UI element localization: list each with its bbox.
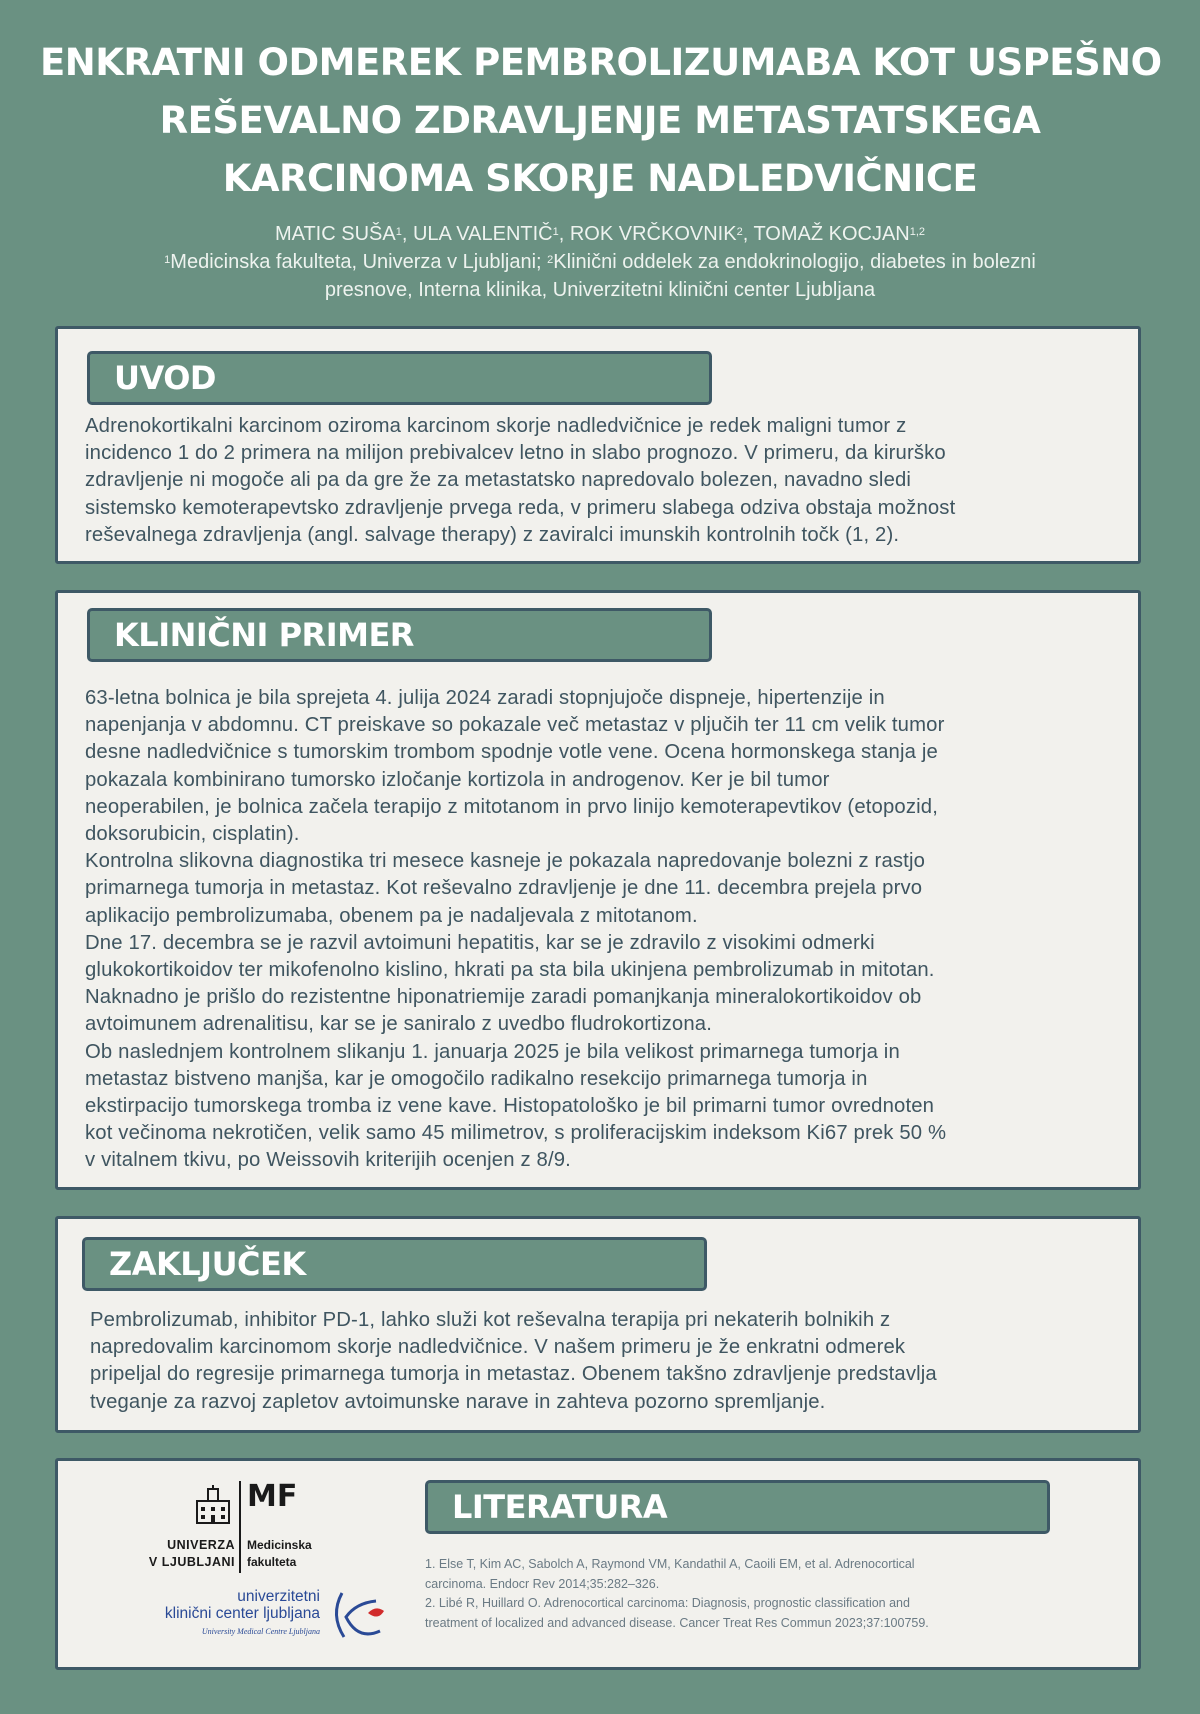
klinicni-primer-text-line: avtoimunem adrenalitisu, kar se je saniralo z uvedbo fludrokortizona.: [85, 1013, 712, 1036]
faculty-name: [247, 1537, 312, 1571]
klinicni-primer-text-line: Kontrolna slikovna diagnostika tri mesece kasneje je pokazala napredovanje bolezni z rastjo: [85, 850, 926, 873]
zakljucek-section: [55, 1216, 1141, 1433]
affiliation-text: Klinični oddelek za endokrinologijo, diabetes in bolezni: [553, 251, 1036, 273]
university-name-line-2: V LJUBLJANI: [148, 1555, 235, 1569]
klinicni-primer-text-line: aplikacijo pembrolizumaba, obenem pa je nadaljevala z mitotanom.: [85, 904, 698, 927]
uvod-text-line: sistemsko kemoterapevtsko zdravljenje prvega reda, v primeru slabega odziva obstaja možnost: [85, 496, 956, 519]
author-name: , ROK VRČKOVNIK: [558, 223, 737, 245]
title-line-3: KARCINOMA SKORJE NADLEDVIČNICE: [222, 157, 978, 200]
ukc-name-line-2: klinični center ljubljana: [164, 1605, 320, 1622]
uvod-section: [55, 326, 1141, 564]
ukc-ljubljana-logo: [148, 1589, 388, 1647]
faculty-name-line-1: Medicinska: [247, 1538, 312, 1552]
klinicni-primer-text-line: Ob naslednjem kontrolnem slikanju 1. januarja 2025 je bila velikost primarnega tumorja in: [85, 1040, 900, 1063]
affiliation-line-2: presnove, Interna klinika, Univerzitetni klinični center Ljubljana: [324, 279, 876, 301]
affiliation-text: Medicinska fakulteta, Univerza v Ljubljani;: [170, 251, 548, 273]
literatura-section: [55, 1458, 1141, 1670]
literatura-heading: LITERATURA: [425, 1480, 1050, 1534]
klinicni-primer-text-line: ekstirpacijo tumorskega tromba iz vene kave. Histopatološko je bil primarni tumor ovrednoten: [85, 1095, 935, 1118]
klinicni-primer-text-line: Naknadno je prišlo do rezistentne hiponatriemije zaradi pomanjkanja mineralokortikoidov ob: [85, 986, 922, 1009]
reference-line: carcinoma. Endocr Rev 2014;35:282–326.: [425, 1576, 660, 1591]
university-ljubljana-logo: [148, 1477, 353, 1577]
uvod-text-line: incidenco 1 do 2 primera na milijon prebivalcev letno in slabo prognozo. V primeru, da kirurško: [85, 442, 946, 465]
klinicni-primer-text-line: Dne 17. decembra se je razvil avtoimuni hepatitis, kar se je zdravilo z visokimi odmerki: [85, 931, 875, 954]
zakljucek-text-line: tveganje za razvoj zapletov avtoimunske narave in zahteva pozorno spremljanje.: [90, 1390, 826, 1413]
author-affiliation-mark: 2: [736, 226, 743, 238]
title-line-2: REŠEVALNO ZDRAVLJENJE METASTATSKEGA: [159, 99, 1041, 142]
klinicni-primer-text-line: desne nadledvičnice s tumorskim trombom spodnje votle vene. Ocena hormonskega stanja je: [85, 741, 938, 764]
uvod-heading: UVOD: [87, 351, 712, 405]
author-name: , TOMAŽ KOCJAN: [742, 223, 910, 245]
affiliation-line-1: [60, 248, 1140, 276]
klinicni-primer-text-line: metastaz bistveno manjša, kar je omogočilo radikalno resekcijo primarnega tumorja in: [85, 1067, 868, 1090]
klinicni-primer-text-line: pokazala kombinirano tumorsko izločanje kortizola in androgenov. Ker je bil tumor: [85, 768, 830, 791]
reference-line: treatment of localized and advanced disease. Cancer Treat Res Commun 2023;37:100759.: [425, 1615, 929, 1630]
ukc-name-line-1: univerzitetni: [237, 1588, 320, 1605]
klinicni-primer-text: [85, 685, 946, 1175]
author-name: MATIC SUŠA: [274, 223, 396, 245]
logo-divider: [239, 1481, 241, 1573]
klinicni-primer-text-line: napenjanja v abdomnu. CT preiskave so pokazale več metastaz v pljučih ter 11 cm velik tumor: [85, 714, 945, 737]
zakljucek-text: [90, 1307, 937, 1416]
university-name-line-1: UNIVERZA: [167, 1538, 235, 1552]
reference-list: [425, 1555, 1065, 1633]
title-line-1: ENKRATNI ODMEREK PEMBROLIZUMABA KOT USPEŠNO: [40, 41, 1162, 84]
klinicni-primer-section: [55, 590, 1141, 1190]
uvod-text: [85, 413, 955, 549]
university-name: [125, 1537, 235, 1571]
klinicni-primer-text-line: v vitalnem tkivu, po Weissovih kriterijih ocenjen z 8/9.: [85, 1149, 571, 1172]
author-list: [60, 220, 1140, 248]
klinicni-primer-text-line: primarnega tumorja in metastaz. Kot reševalno zdravljenje je dne 11. decembra prejela prvo: [85, 877, 923, 900]
reference-line: 1. Else T, Kim AC, Sabolch A, Raymond VM, Kandathil A, Caoili EM, et al. Adrenocortical: [425, 1557, 915, 1571]
klinicni-primer-text-line: neoperabilen, je bolnica začela terapijo z mitotanom in prvo linijo kemoterapevtikov (etopozid,: [85, 795, 938, 818]
klinicni-primer-text-line: glukokortikoidov ter mikofenolno kislino, hkrati pa sta bila ukinjena pembrolizumab in mitotan.: [85, 959, 935, 982]
uvod-text-line: reševalnega zdravljenja (angl. salvage therapy) z zaviralci imunskih kontrolnih točk (1, 2).: [85, 523, 900, 546]
ukc-english-name: University Medical Centre Ljubljana: [201, 1627, 320, 1636]
castle-icon: [193, 1485, 233, 1525]
affiliation-mark: 1: [164, 254, 171, 266]
authors-block: [60, 220, 1140, 304]
author-affiliation-mark: 1,2: [909, 226, 926, 238]
author-affiliation-mark: 1: [395, 226, 402, 238]
faculty-name-line-2: fakulteta: [247, 1555, 297, 1569]
reference-line: 2. Libé R, Huillard O. Adrenocortical carcinoma: Diagnosis, prognostic classification and: [425, 1596, 910, 1610]
uvod-text-line: Adrenokortikalni karcinom oziroma karcinom skorje nadledvičnice je redek maligni tumor z: [85, 415, 907, 437]
klinicni-primer-text-line: kot večinoma nekrotičen, velik samo 45 milimetrov, s proliferacijskim indeksom Ki67 prek 50 %: [85, 1122, 947, 1145]
mf-abbreviation: MF: [247, 1479, 298, 1514]
zakljucek-text-line: napredovalim karcinomom skorje nadledvičnice. V našem primeru je že enkratni odmerek: [90, 1336, 906, 1359]
zakljucek-text-line: pripeljal do regresije primarnega tumorja in metastaz. Obenem takšno zdravljenje predstavlja: [90, 1363, 937, 1386]
author-affiliation-mark: 1: [552, 226, 559, 238]
zakljucek-heading: ZAKLJUČEK: [82, 1237, 707, 1291]
zakljucek-text-line: Pembrolizumab, inhibitor PD-1, lahko služi kot reševalna terapija pri nekaterih bolnikih z: [90, 1309, 891, 1331]
klinicni-primer-heading: KLINIČNI PRIMER: [87, 608, 712, 662]
uvod-text-line: zdravljenje ni mogoče ali pa da gre že za metastatsko napredovalo bolezen, navadno sledi: [85, 469, 912, 492]
poster-title: [40, 34, 1160, 208]
affiliation-mark: 2: [547, 254, 554, 266]
klinicni-primer-text-line: 63-letna bolnica je bila sprejeta 4. julija 2024 zaradi stopnjujoče dispneje, hipertenzije in: [85, 687, 885, 709]
klinicni-primer-text-line: doksorubicin, cisplatin).: [85, 823, 300, 846]
author-name: , ULA VALENTIČ: [401, 223, 553, 245]
ukc-emblem-icon: [328, 1589, 388, 1641]
